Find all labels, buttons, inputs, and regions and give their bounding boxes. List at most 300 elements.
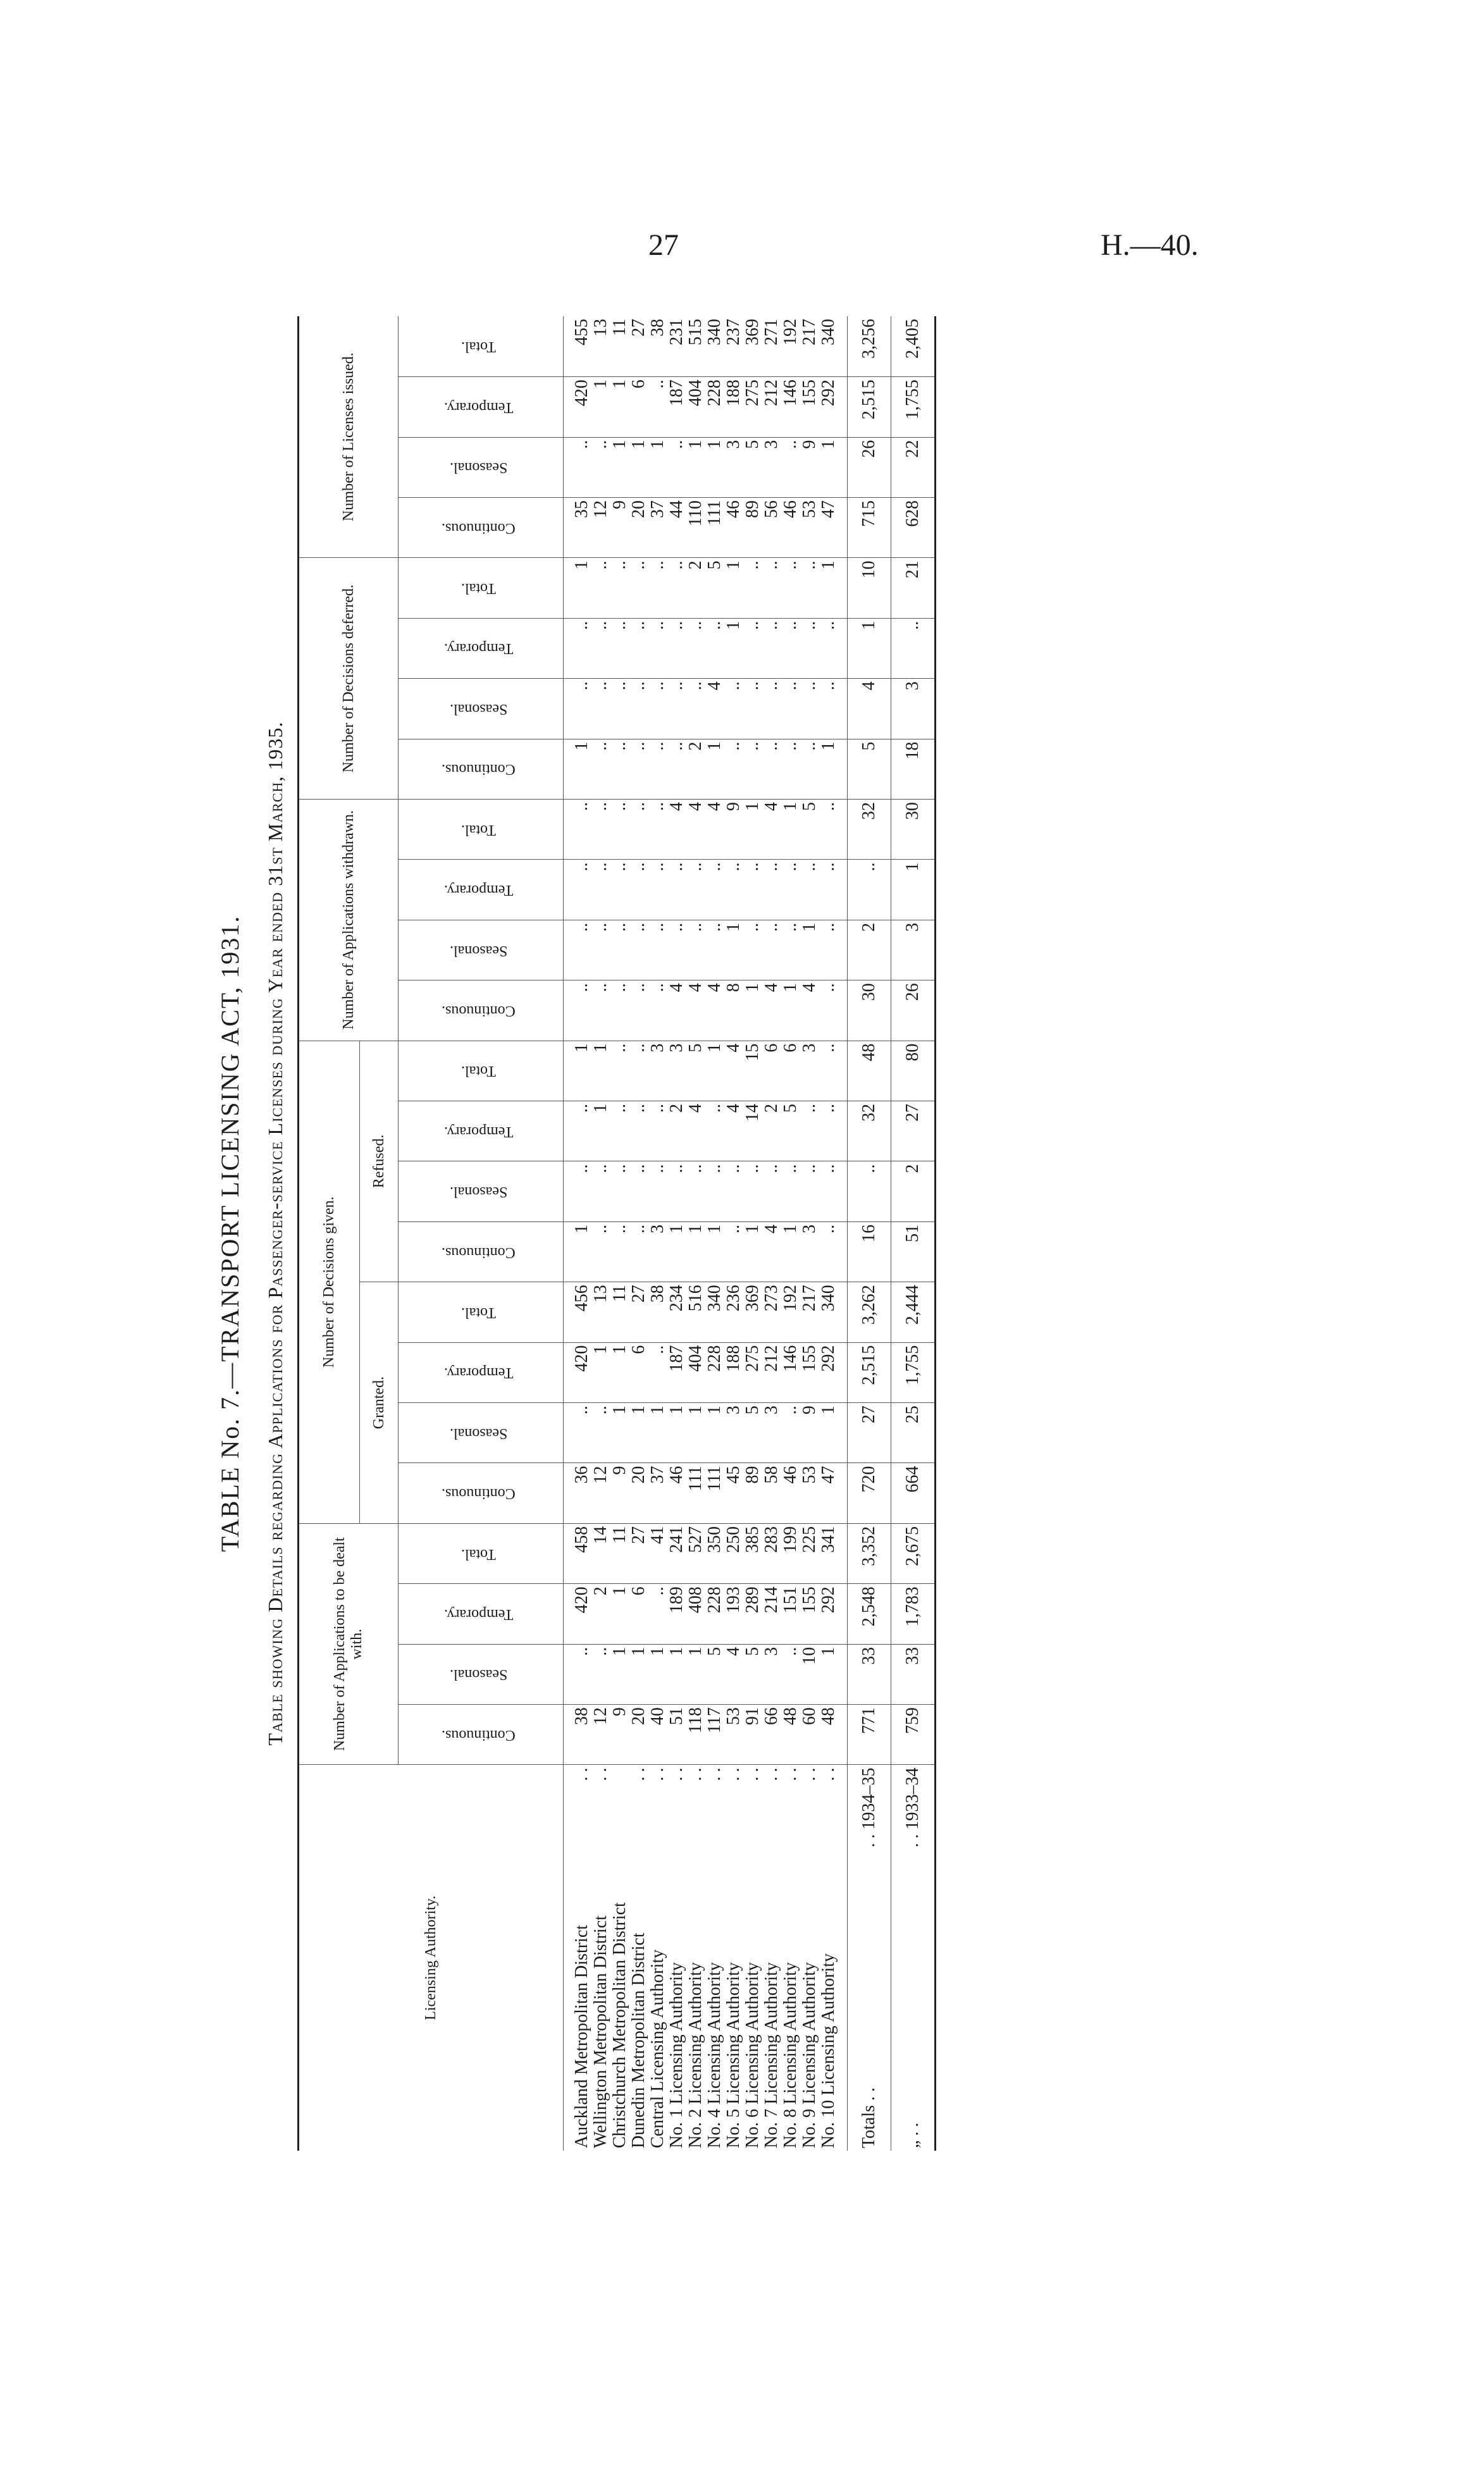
subheader-refused-3: Total.	[399, 1041, 564, 1101]
cell: 12	[591, 497, 610, 557]
total-cell: 2	[891, 1161, 936, 1221]
cell: ..	[610, 980, 629, 1041]
cell: 234	[667, 1282, 686, 1342]
subheader-withdrawn-2: Temporary.	[399, 860, 564, 920]
cell: ..	[591, 1644, 610, 1704]
cell: ..	[819, 1101, 848, 1161]
table-subtitle: Table showing Details regarding Applications for Passenger-service Licenses during Year ended 31st March, 1935.	[264, 721, 287, 1746]
totals-label: Totals . . . . 1934–35	[848, 1765, 891, 2151]
cell: ..	[610, 860, 629, 920]
cell: 1	[686, 437, 705, 497]
cell: ..	[819, 618, 848, 678]
cell: 1	[724, 558, 743, 618]
cell: ..	[648, 679, 667, 739]
cell: 53	[800, 1463, 819, 1523]
cell: 228	[705, 377, 724, 437]
authority-name: No. 7 Licensing Authority . .	[762, 1767, 781, 2148]
cell: 14	[591, 1523, 610, 1583]
cell: ..	[762, 558, 781, 618]
cell: ..	[629, 860, 648, 920]
cell: 420	[564, 377, 592, 437]
cell: 275	[743, 377, 762, 437]
cell: 5	[781, 1101, 800, 1161]
cell: 4	[686, 980, 705, 1041]
cell: 5	[743, 1644, 762, 1704]
table-row	[781, 316, 800, 2151]
authority-name: No. 1 Licensing Authority . .	[667, 1767, 686, 2148]
cell: 385	[743, 1523, 762, 1583]
cell: ..	[564, 860, 592, 920]
cell: ..	[610, 1161, 629, 1221]
cell: 11	[610, 1523, 629, 1583]
cell: 4	[667, 980, 686, 1041]
total-cell: 32	[848, 800, 891, 860]
cell: 3	[800, 1041, 819, 1101]
cell: 4	[724, 1644, 743, 1704]
cell: 3	[724, 437, 743, 497]
cell: 6	[781, 1041, 800, 1101]
table-row	[743, 316, 762, 2151]
total-cell: 1,755	[891, 1342, 936, 1402]
cell: 9	[800, 437, 819, 497]
cell: 44	[667, 497, 686, 557]
header-refused: Refused.	[360, 1041, 399, 1282]
cell: ..	[610, 679, 629, 739]
cell: 35	[564, 497, 592, 557]
cell: ..	[629, 558, 648, 618]
cell: 1	[724, 920, 743, 980]
cell: 1	[591, 1342, 610, 1402]
cell: ..	[743, 679, 762, 739]
cell: 341	[819, 1523, 848, 1583]
totals-row	[891, 316, 936, 2151]
cell: ..	[591, 980, 610, 1041]
total-cell: 26	[848, 437, 891, 497]
cell: ..	[819, 1161, 848, 1221]
cell: 4	[762, 1221, 781, 1282]
authority-name: Auckland Metropolitan District . .	[572, 1767, 591, 2148]
cell: 199	[781, 1523, 800, 1583]
cell: 1	[648, 1403, 667, 1463]
subheader-refused-2: Temporary.	[399, 1101, 564, 1161]
cell: 1	[610, 1584, 629, 1644]
cell: ..	[564, 679, 592, 739]
table-row	[648, 316, 667, 2151]
cell: ..	[781, 739, 800, 799]
cell: 9	[610, 1463, 629, 1523]
cell: ..	[610, 558, 629, 618]
cell: 217	[800, 1282, 819, 1342]
cell: ..	[743, 618, 762, 678]
header-decisions: Number of Decisions given.	[299, 1041, 360, 1523]
cell: 2	[591, 1584, 610, 1644]
cell: 9	[610, 497, 629, 557]
total-cell: 30	[891, 800, 936, 860]
subheader-granted-0: Continuous.	[399, 1463, 564, 1523]
cell: ..	[564, 437, 592, 497]
cell: ..	[724, 1221, 743, 1282]
cell: ..	[564, 618, 592, 678]
total-cell: 26	[891, 980, 936, 1041]
cell: ..	[781, 437, 800, 497]
cell: ..	[564, 1403, 592, 1463]
cell: 37	[648, 497, 667, 557]
cell: 4	[705, 679, 724, 739]
table-title: TABLE No. 7.—TRANSPORT LICENSING ACT, 1931.	[216, 915, 244, 1552]
cell: 3	[762, 1403, 781, 1463]
cell: 283	[762, 1523, 781, 1583]
cell: ..	[564, 800, 592, 860]
cell: 250	[724, 1523, 743, 1583]
page-number: 27	[648, 228, 679, 262]
cell: ..	[819, 679, 848, 739]
total-cell: 80	[891, 1041, 936, 1101]
cell: 9	[800, 1403, 819, 1463]
cell: 1	[819, 558, 848, 618]
cell: 1	[610, 1644, 629, 1704]
cell: 292	[819, 377, 848, 437]
cell: ..	[648, 800, 667, 860]
cell: 1	[667, 1221, 686, 1282]
cell: ..	[591, 618, 610, 678]
cell: 4	[800, 980, 819, 1041]
subheader-granted-1: Seasonal.	[399, 1403, 564, 1463]
cell: ..	[762, 618, 781, 678]
cell: 1	[819, 437, 848, 497]
total-cell: 33	[848, 1644, 891, 1704]
cell: 225	[800, 1523, 819, 1583]
cell: 1	[686, 1644, 705, 1704]
cell: ..	[667, 860, 686, 920]
total-cell: 16	[848, 1221, 891, 1282]
cell: 4	[705, 800, 724, 860]
cell: 2	[667, 1101, 686, 1161]
total-cell: 2,515	[848, 377, 891, 437]
cell: 3	[762, 437, 781, 497]
total-cell: ..	[891, 618, 936, 678]
cell: 4	[686, 800, 705, 860]
cell: ..	[705, 618, 724, 678]
cell: 38	[564, 1705, 592, 1765]
cell: 53	[800, 497, 819, 557]
cell: ..	[781, 618, 800, 678]
authority-name: No. 6 Licensing Authority . .	[743, 1767, 762, 2148]
cell: 12	[591, 1705, 610, 1765]
cell: 155	[800, 1584, 819, 1644]
cell: 9	[610, 1705, 629, 1765]
cell: ..	[762, 679, 781, 739]
cell: 369	[743, 316, 762, 377]
total-cell: 2,548	[848, 1584, 891, 1644]
cell: 2	[686, 558, 705, 618]
cell: 292	[819, 1584, 848, 1644]
total-cell: ..	[848, 860, 891, 920]
cell: 53	[724, 1705, 743, 1765]
totals-label: „ . . . . 1933–34	[891, 1765, 936, 2151]
cell: 58	[762, 1463, 781, 1523]
cell: 89	[743, 497, 762, 557]
cell: ..	[724, 860, 743, 920]
cell: ..	[648, 739, 667, 799]
cell: ..	[591, 860, 610, 920]
cell: ..	[629, 739, 648, 799]
cell: ..	[686, 1161, 705, 1221]
cell: 118	[686, 1705, 705, 1765]
cell: 5	[800, 800, 819, 860]
cell: 1	[781, 800, 800, 860]
total-cell: 33	[891, 1644, 936, 1704]
cell: ..	[610, 800, 629, 860]
total-cell: 5	[848, 739, 891, 799]
cell: ..	[648, 1342, 667, 1402]
cell: ..	[610, 1101, 629, 1161]
cell: 408	[686, 1584, 705, 1644]
cell: ..	[705, 860, 724, 920]
cell: ..	[564, 1644, 592, 1704]
authority-name: No. 2 Licensing Authority . .	[686, 1767, 705, 2148]
cell: ..	[591, 800, 610, 860]
cell: 111	[705, 1463, 724, 1523]
cell: ..	[648, 1101, 667, 1161]
cell: ..	[629, 920, 648, 980]
cell: ..	[743, 1161, 762, 1221]
cell: 515	[686, 316, 705, 377]
cell: 66	[762, 1705, 781, 1765]
table-row	[686, 316, 705, 2151]
cell: 1	[591, 1041, 610, 1101]
cell: 1	[564, 1041, 592, 1101]
cell: 5	[743, 437, 762, 497]
cell: 41	[648, 1523, 667, 1583]
cell: 1	[819, 1403, 848, 1463]
subheader-applications-3: Total.	[399, 1523, 564, 1583]
data-table	[297, 316, 936, 2151]
cell: ..	[686, 679, 705, 739]
cell: 4	[724, 1041, 743, 1101]
header-withdrawn: Number of Applications withdrawn.	[299, 800, 399, 1041]
cell: ..	[743, 739, 762, 799]
cell: 155	[800, 1342, 819, 1402]
cell: 117	[705, 1705, 724, 1765]
cell: ..	[667, 1161, 686, 1221]
cell: ..	[591, 1221, 610, 1282]
cell: 188	[724, 377, 743, 437]
total-cell: 664	[891, 1463, 936, 1523]
cell: ..	[591, 920, 610, 980]
total-cell: 1,755	[891, 377, 936, 437]
total-cell: 4	[848, 679, 891, 739]
subheader-deferred-0: Continuous.	[399, 739, 564, 799]
cell: 3	[648, 1041, 667, 1101]
cell: 289	[743, 1584, 762, 1644]
cell: 1	[781, 1221, 800, 1282]
cell: 1	[781, 980, 800, 1041]
total-cell: 22	[891, 437, 936, 497]
cell: 111	[705, 497, 724, 557]
cell: 38	[648, 1282, 667, 1342]
cell: 4	[667, 800, 686, 860]
authority-name: Central Licensing Authority . .	[648, 1767, 667, 2148]
subheader-withdrawn-1: Seasonal.	[399, 920, 564, 980]
total-cell: 32	[848, 1101, 891, 1161]
total-cell: 27	[891, 1101, 936, 1161]
total-cell: 27	[848, 1403, 891, 1463]
subheader-deferred-1: Seasonal.	[399, 679, 564, 739]
cell: 1	[629, 1403, 648, 1463]
cell: 187	[667, 377, 686, 437]
cell: 46	[724, 497, 743, 557]
cell: 340	[819, 316, 848, 377]
cell: ..	[743, 558, 762, 618]
cell: 1	[564, 1221, 592, 1282]
cell: 27	[629, 1282, 648, 1342]
cell: 14	[743, 1101, 762, 1161]
total-cell: 48	[848, 1041, 891, 1101]
cell: 1	[648, 437, 667, 497]
cell: 5	[705, 1644, 724, 1704]
cell: 111	[686, 1463, 705, 1523]
cell: ..	[648, 377, 667, 437]
cell: 271	[762, 316, 781, 377]
subheader-issued-0: Continuous.	[399, 497, 564, 557]
cell: 420	[564, 1342, 592, 1402]
cell: 228	[705, 1342, 724, 1402]
authority-name: Dunedin Metropolitan District . .	[629, 1767, 648, 2148]
cell: ..	[724, 679, 743, 739]
cell: 20	[629, 1463, 648, 1523]
cell: ..	[781, 920, 800, 980]
cell: 228	[705, 1584, 724, 1644]
cell: 231	[667, 316, 686, 377]
cell: 1	[705, 1041, 724, 1101]
cell: ..	[648, 618, 667, 678]
cell: ..	[800, 739, 819, 799]
cell: 56	[762, 497, 781, 557]
cell: ..	[705, 920, 724, 980]
cell: ..	[781, 1403, 800, 1463]
cell: 192	[781, 1282, 800, 1342]
header-authority: Licensing Authority.	[299, 1765, 564, 2151]
cell: 91	[743, 1705, 762, 1765]
cell: ..	[781, 1644, 800, 1704]
cell: 188	[724, 1342, 743, 1402]
cell: 13	[591, 316, 610, 377]
cell: 1	[591, 1101, 610, 1161]
cell: 2	[762, 1101, 781, 1161]
cell: ..	[781, 1161, 800, 1221]
cell: 3	[800, 1221, 819, 1282]
rotated-table-block	[202, 316, 1139, 2151]
total-cell: 3,262	[848, 1282, 891, 1342]
header-applications: Number of Applications to be dealt with.	[299, 1523, 399, 1765]
cell: ..	[564, 980, 592, 1041]
cell: ..	[800, 1101, 819, 1161]
cell: 48	[781, 1705, 800, 1765]
cell: ..	[743, 860, 762, 920]
total-cell: 1	[848, 618, 891, 678]
total-cell: 3	[891, 920, 936, 980]
cell: 1	[648, 1644, 667, 1704]
cell: 5	[686, 1041, 705, 1101]
cell: 40	[648, 1705, 667, 1765]
cell: 38	[648, 316, 667, 377]
subheader-granted-3: Total.	[399, 1282, 564, 1342]
cell: ..	[800, 679, 819, 739]
cell: ..	[819, 860, 848, 920]
subheader-issued-2: Temporary.	[399, 377, 564, 437]
cell: ..	[819, 980, 848, 1041]
cell: ..	[610, 618, 629, 678]
cell: 36	[564, 1463, 592, 1523]
cell: 455	[564, 316, 592, 377]
table-row	[591, 316, 610, 2151]
total-cell: 628	[891, 497, 936, 557]
cell: 45	[724, 1463, 743, 1523]
cell: 458	[564, 1523, 592, 1583]
cell: 1	[743, 800, 762, 860]
subheader-issued-1: Seasonal.	[399, 437, 564, 497]
cell: 241	[667, 1523, 686, 1583]
cell: 1	[610, 437, 629, 497]
cell: ..	[762, 1161, 781, 1221]
cell: ..	[705, 1161, 724, 1221]
cell: 212	[762, 1342, 781, 1402]
cell: 456	[564, 1282, 592, 1342]
cell: 1	[564, 558, 592, 618]
cell: ..	[629, 1221, 648, 1282]
total-cell: 30	[848, 980, 891, 1041]
cell: ..	[667, 679, 686, 739]
authority-name: Christchurch Metropolitan District	[610, 1902, 629, 2148]
cell: ..	[629, 1101, 648, 1161]
subheader-refused-1: Seasonal.	[399, 1161, 564, 1221]
cell: 146	[781, 1342, 800, 1402]
cell: 1	[667, 1403, 686, 1463]
cell: ..	[781, 558, 800, 618]
cell: ..	[762, 920, 781, 980]
totals-row	[848, 316, 891, 2151]
cell: ..	[686, 920, 705, 980]
cell: 4	[686, 1101, 705, 1161]
cell: 4	[724, 1101, 743, 1161]
total-cell: 3,256	[848, 316, 891, 377]
total-cell: 21	[891, 558, 936, 618]
cell: ..	[591, 1403, 610, 1463]
cell: ..	[648, 1161, 667, 1221]
cell: ..	[743, 920, 762, 980]
cell: ..	[705, 1101, 724, 1161]
cell: 4	[705, 980, 724, 1041]
cell: 192	[781, 316, 800, 377]
cell: ..	[648, 860, 667, 920]
header-deferred: Number of Decisions deferred.	[299, 558, 399, 800]
authority-name: Wellington Metropolitan District . .	[591, 1767, 610, 2148]
cell: ..	[629, 800, 648, 860]
cell: 47	[819, 1463, 848, 1523]
subheader-withdrawn-0: Continuous.	[399, 980, 564, 1041]
header-granted: Granted.	[360, 1282, 399, 1524]
cell: 275	[743, 1342, 762, 1402]
authority-name: No. 5 Licensing Authority . .	[724, 1767, 743, 2148]
cell: 15	[743, 1041, 762, 1101]
cell: 187	[667, 1342, 686, 1402]
cell: 404	[686, 1342, 705, 1402]
cell: 9	[724, 800, 743, 860]
cell: 1	[610, 377, 629, 437]
cell: 516	[686, 1282, 705, 1342]
cell: 146	[781, 377, 800, 437]
cell: 3	[762, 1644, 781, 1704]
